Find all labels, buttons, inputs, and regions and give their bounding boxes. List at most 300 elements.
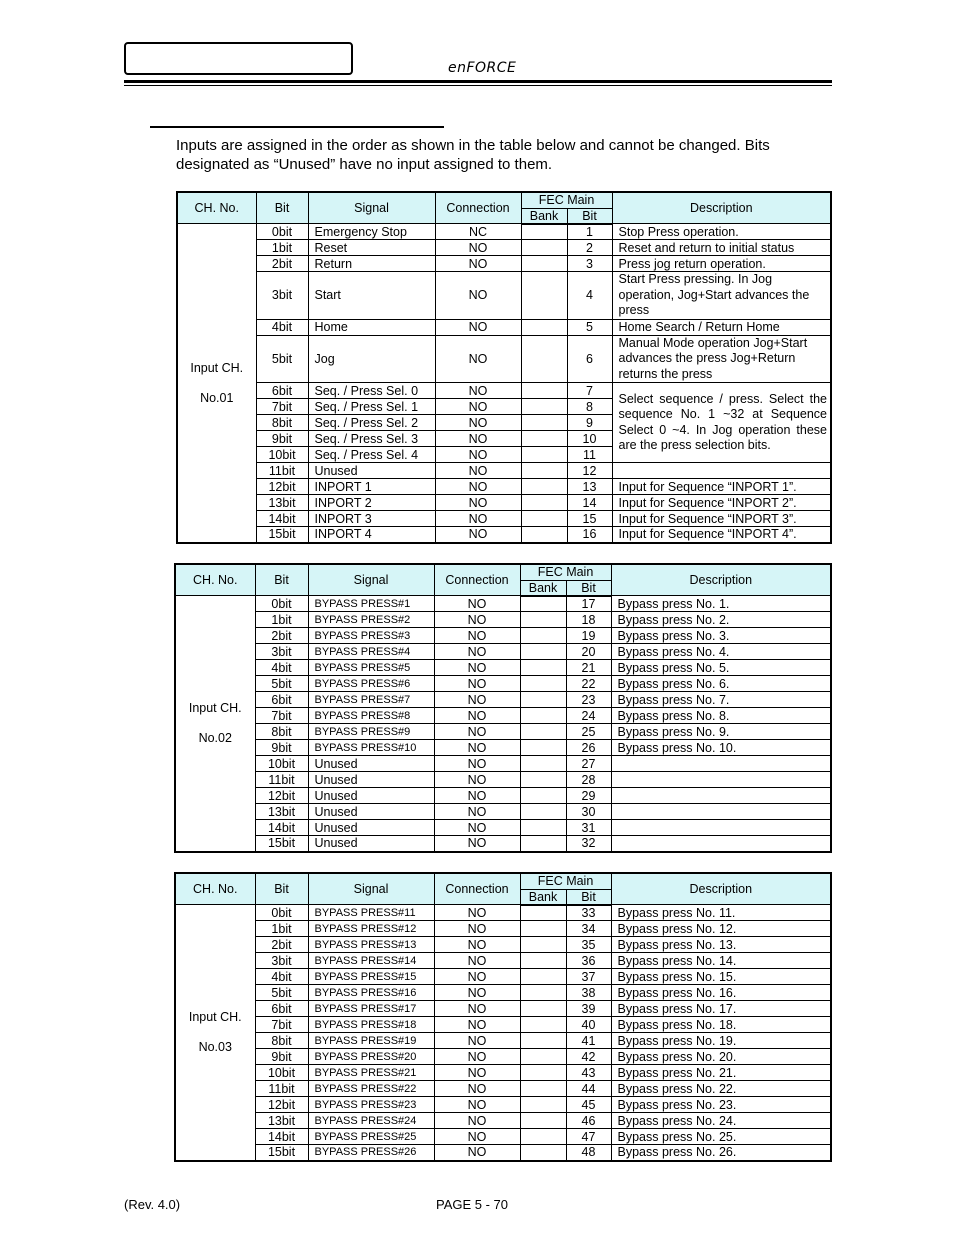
col-header-bit: Bit bbox=[255, 564, 308, 596]
description-cell: Bypass press No. 19. bbox=[611, 1033, 831, 1049]
signal-cell: BYPASS PRESS#19 bbox=[308, 1033, 434, 1049]
col-header-description: Description bbox=[612, 192, 831, 224]
table-row bbox=[175, 921, 831, 937]
signal-cell: BYPASS PRESS#7 bbox=[308, 692, 434, 708]
signal-cell: Seq. / Press Sel. 1 bbox=[308, 399, 435, 415]
bit-cell: 2bit bbox=[255, 937, 308, 953]
description-cell bbox=[611, 772, 831, 788]
description-cell: Bypass press No. 26. bbox=[611, 1145, 831, 1161]
signal-cell: BYPASS PRESS#24 bbox=[308, 1113, 434, 1129]
description-cell: Bypass press No. 20. bbox=[611, 1049, 831, 1065]
signal-cell: BYPASS PRESS#17 bbox=[308, 1001, 434, 1017]
table-row bbox=[177, 495, 831, 511]
bit-cell: 8bit bbox=[256, 415, 308, 431]
description-cell: Bypass press No. 2. bbox=[611, 612, 831, 628]
fec-bit-cell: 6 bbox=[567, 335, 612, 383]
signal-cell: Home bbox=[308, 319, 435, 335]
bank-cell bbox=[520, 905, 566, 921]
channel-number: No.03 bbox=[198, 1040, 232, 1055]
signal-cell: Seq. / Press Sel. 3 bbox=[308, 431, 435, 447]
table-row bbox=[175, 1017, 831, 1033]
table-row bbox=[175, 708, 831, 724]
description-cell: Bypass press No. 9. bbox=[611, 724, 831, 740]
bit-cell: 7bit bbox=[256, 399, 308, 415]
connection-cell: NO bbox=[435, 319, 521, 335]
bank-cell bbox=[521, 240, 567, 256]
signal-cell: BYPASS PRESS#5 bbox=[308, 660, 434, 676]
description-cell: Bypass press No. 16. bbox=[611, 985, 831, 1001]
description-cell: Reset and return to initial status bbox=[612, 240, 831, 256]
input-table-ch01 bbox=[176, 191, 832, 544]
bit-cell: 3bit bbox=[256, 272, 308, 320]
col-header-ch: CH. No. bbox=[175, 873, 255, 905]
bank-cell bbox=[521, 431, 567, 447]
connection-cell: NO bbox=[434, 1081, 520, 1097]
fec-bit-cell: 41 bbox=[566, 1033, 611, 1049]
col-header-bank: Bank bbox=[521, 208, 567, 224]
bit-cell: 5bit bbox=[256, 335, 308, 383]
table-row bbox=[177, 383, 831, 399]
table-row bbox=[175, 612, 831, 628]
fec-bit-cell: 15 bbox=[567, 511, 612, 527]
connection-cell: NO bbox=[434, 1097, 520, 1113]
bit-cell: 10bit bbox=[255, 756, 308, 772]
bit-cell: 1bit bbox=[255, 612, 308, 628]
bit-cell: 4bit bbox=[255, 969, 308, 985]
connection-cell: NO bbox=[434, 676, 520, 692]
bit-cell: 9bit bbox=[255, 740, 308, 756]
bit-cell: 3bit bbox=[255, 644, 308, 660]
fec-bit-cell: 2 bbox=[567, 240, 612, 256]
signal-cell: BYPASS PRESS#23 bbox=[308, 1097, 434, 1113]
bit-cell: 12bit bbox=[256, 479, 308, 495]
bit-cell: 14bit bbox=[256, 511, 308, 527]
connection-cell: NO bbox=[434, 1113, 520, 1129]
fec-bit-cell: 14 bbox=[567, 495, 612, 511]
bank-cell bbox=[520, 836, 566, 852]
table-row bbox=[175, 969, 831, 985]
table-row bbox=[175, 644, 831, 660]
col-header-ch: CH. No. bbox=[175, 564, 255, 596]
fec-bit-cell: 18 bbox=[566, 612, 611, 628]
connection-cell: NO bbox=[434, 937, 520, 953]
bit-cell: 7bit bbox=[255, 708, 308, 724]
fec-bit-cell: 46 bbox=[566, 1113, 611, 1129]
connection-cell: NO bbox=[435, 383, 521, 399]
input-table-ch03 bbox=[174, 872, 832, 1162]
signal-cell: Return bbox=[308, 256, 435, 272]
bit-cell: 11bit bbox=[255, 1081, 308, 1097]
connection-cell: NO bbox=[434, 1129, 520, 1145]
bank-cell bbox=[520, 612, 566, 628]
bank-cell bbox=[520, 1097, 566, 1113]
fec-bit-cell: 25 bbox=[566, 724, 611, 740]
fec-bit-cell: 7 bbox=[567, 383, 612, 399]
bit-cell: 10bit bbox=[255, 1065, 308, 1081]
description-cell: Bypass press No. 14. bbox=[611, 953, 831, 969]
signal-cell: Reset bbox=[308, 240, 435, 256]
table-row bbox=[175, 1049, 831, 1065]
header-rule bbox=[124, 80, 832, 83]
signal-cell: Unused bbox=[308, 804, 434, 820]
channel-label: Input CH. bbox=[190, 360, 244, 375]
table-row bbox=[175, 596, 831, 612]
connection-cell: NO bbox=[434, 740, 520, 756]
fec-bit-cell: 40 bbox=[566, 1017, 611, 1033]
bank-cell bbox=[520, 953, 566, 969]
bit-cell: 5bit bbox=[255, 676, 308, 692]
connection-cell: NO bbox=[434, 969, 520, 985]
description-cell: Bypass press No. 23. bbox=[611, 1097, 831, 1113]
bank-cell bbox=[521, 224, 567, 240]
description-cell-merged: Select sequence / press. Select the sequence No. 1 ~32 at Sequence Select 0 ~4. In Jog operation these are the press selection bits. bbox=[612, 383, 831, 463]
col-header-fec-bit: Bit bbox=[566, 889, 611, 905]
connection-cell: NO bbox=[434, 1033, 520, 1049]
col-header-fec-main: FEC Main bbox=[520, 564, 611, 580]
fec-bit-cell: 10 bbox=[567, 431, 612, 447]
bit-cell: 13bit bbox=[255, 1113, 308, 1129]
col-header-bit: Bit bbox=[256, 192, 308, 224]
signal-cell: Jog bbox=[308, 335, 435, 383]
bank-cell bbox=[521, 335, 567, 383]
bank-cell bbox=[521, 272, 567, 320]
connection-cell: NO bbox=[434, 628, 520, 644]
connection-cell: NO bbox=[435, 399, 521, 415]
col-header-bank: Bank bbox=[520, 889, 566, 905]
fec-bit-cell: 4 bbox=[567, 272, 612, 320]
signal-cell: Seq. / Press Sel. 0 bbox=[308, 383, 435, 399]
bank-cell bbox=[520, 676, 566, 692]
bank-cell bbox=[520, 644, 566, 660]
bank-cell bbox=[520, 596, 566, 612]
table-row bbox=[177, 272, 831, 320]
channel-label: Input CH. bbox=[188, 701, 242, 716]
bank-cell bbox=[520, 969, 566, 985]
signal-cell: Seq. / Press Sel. 4 bbox=[308, 447, 435, 463]
bit-cell: 14bit bbox=[255, 820, 308, 836]
signal-cell: INPORT 2 bbox=[308, 495, 435, 511]
bank-cell bbox=[520, 937, 566, 953]
fec-bit-cell: 17 bbox=[566, 596, 611, 612]
connection-cell: NO bbox=[434, 1145, 520, 1161]
channel-cell bbox=[175, 596, 255, 852]
table-row bbox=[177, 527, 831, 543]
fec-bit-cell: 3 bbox=[567, 256, 612, 272]
bank-cell bbox=[521, 447, 567, 463]
bit-cell: 7bit bbox=[255, 1017, 308, 1033]
col-header-signal: Signal bbox=[308, 192, 435, 224]
bank-cell bbox=[520, 708, 566, 724]
signal-cell: BYPASS PRESS#1 bbox=[308, 596, 434, 612]
intro-paragraph: Inputs are assigned in the order as shown in the table below and cannot be changed. Bits designated as “Unused” have no input assigned to them. bbox=[176, 137, 770, 173]
connection-cell: NO bbox=[434, 953, 520, 969]
table-row bbox=[175, 1065, 831, 1081]
bit-cell: 10bit bbox=[256, 447, 308, 463]
fec-bit-cell: 43 bbox=[566, 1065, 611, 1081]
fec-bit-cell: 36 bbox=[566, 953, 611, 969]
connection-cell: NO bbox=[435, 256, 521, 272]
col-header-bit: Bit bbox=[255, 873, 308, 905]
bank-cell bbox=[520, 628, 566, 644]
fec-bit-cell: 22 bbox=[566, 676, 611, 692]
connection-cell: NO bbox=[434, 724, 520, 740]
description-cell: Bypass press No. 13. bbox=[611, 937, 831, 953]
table-row bbox=[175, 724, 831, 740]
bit-cell: 2bit bbox=[256, 256, 308, 272]
col-header-description: Description bbox=[611, 564, 831, 596]
bank-cell bbox=[520, 1081, 566, 1097]
fec-bit-cell: 38 bbox=[566, 985, 611, 1001]
bit-cell: 15bit bbox=[255, 836, 308, 852]
fec-bit-cell: 24 bbox=[566, 708, 611, 724]
bit-cell: 0bit bbox=[255, 596, 308, 612]
bit-cell: 11bit bbox=[255, 772, 308, 788]
signal-cell: BYPASS PRESS#12 bbox=[308, 921, 434, 937]
description-cell bbox=[611, 756, 831, 772]
col-header-fec-bit: Bit bbox=[566, 580, 611, 596]
bank-cell bbox=[520, 985, 566, 1001]
bit-cell: 1bit bbox=[256, 240, 308, 256]
bit-cell: 6bit bbox=[255, 692, 308, 708]
col-header-bank: Bank bbox=[520, 580, 566, 596]
description-cell: Input for Sequence “INPORT 2”. bbox=[612, 495, 831, 511]
bank-cell bbox=[520, 1049, 566, 1065]
signal-cell: BYPASS PRESS#4 bbox=[308, 644, 434, 660]
table-row bbox=[175, 1001, 831, 1017]
bank-cell bbox=[521, 527, 567, 543]
signal-cell: BYPASS PRESS#21 bbox=[308, 1065, 434, 1081]
bank-cell bbox=[520, 772, 566, 788]
description-cell: Bypass press No. 6. bbox=[611, 676, 831, 692]
bit-cell: 15bit bbox=[256, 527, 308, 543]
fec-bit-cell: 26 bbox=[566, 740, 611, 756]
signal-cell: Emergency Stop bbox=[308, 224, 435, 240]
connection-cell: NO bbox=[434, 644, 520, 660]
table-row bbox=[177, 319, 831, 335]
bit-cell: 8bit bbox=[255, 724, 308, 740]
table-row bbox=[175, 692, 831, 708]
channel-cell bbox=[177, 224, 256, 543]
col-header-description: Description bbox=[611, 873, 831, 905]
fec-bit-cell: 27 bbox=[566, 756, 611, 772]
col-header-ch: CH. No. bbox=[177, 192, 256, 224]
bank-cell bbox=[521, 511, 567, 527]
table-row bbox=[175, 772, 831, 788]
signal-cell: Unused bbox=[308, 756, 434, 772]
footer-revision: (Rev. 4.0) bbox=[124, 1197, 181, 1212]
bit-cell: 2bit bbox=[255, 628, 308, 644]
description-cell: Bypass press No. 4. bbox=[611, 644, 831, 660]
signal-cell: Unused bbox=[308, 836, 434, 852]
bank-cell bbox=[520, 692, 566, 708]
col-header-signal: Signal bbox=[308, 564, 434, 596]
fec-bit-cell: 30 bbox=[566, 804, 611, 820]
description-cell: Input for Sequence “INPORT 3”. bbox=[612, 511, 831, 527]
fec-bit-cell: 32 bbox=[566, 836, 611, 852]
bank-cell bbox=[520, 804, 566, 820]
signal-cell: BYPASS PRESS#3 bbox=[308, 628, 434, 644]
description-cell: Bypass press No. 11. bbox=[611, 905, 831, 921]
signal-cell: Seq. / Press Sel. 2 bbox=[308, 415, 435, 431]
table-row bbox=[175, 756, 831, 772]
description-cell: Bypass press No. 3. bbox=[611, 628, 831, 644]
signal-cell: INPORT 3 bbox=[308, 511, 435, 527]
signal-cell: BYPASS PRESS#22 bbox=[308, 1081, 434, 1097]
bank-cell bbox=[521, 319, 567, 335]
description-cell: Bypass press No. 1. bbox=[611, 596, 831, 612]
description-cell: Manual Mode operation Jog+Start advances the press Jog+Return returns the press bbox=[612, 335, 831, 383]
connection-cell: NO bbox=[434, 708, 520, 724]
table-row bbox=[175, 820, 831, 836]
fec-bit-cell: 29 bbox=[566, 788, 611, 804]
header-box bbox=[124, 42, 353, 75]
table-row bbox=[177, 463, 831, 479]
bank-cell bbox=[520, 660, 566, 676]
table-row bbox=[175, 905, 831, 921]
table-row bbox=[175, 836, 831, 852]
bit-cell: 3bit bbox=[255, 953, 308, 969]
fec-bit-cell: 9 bbox=[567, 415, 612, 431]
connection-cell: NO bbox=[434, 836, 520, 852]
col-header-signal: Signal bbox=[308, 873, 434, 905]
fec-bit-cell: 1 bbox=[567, 224, 612, 240]
col-header-connection: Connection bbox=[435, 192, 521, 224]
bit-cell: 6bit bbox=[256, 383, 308, 399]
table-row bbox=[177, 240, 831, 256]
connection-cell: NO bbox=[434, 660, 520, 676]
fec-bit-cell: 13 bbox=[567, 479, 612, 495]
bit-cell: 14bit bbox=[255, 1129, 308, 1145]
table-row bbox=[175, 985, 831, 1001]
bank-cell bbox=[520, 1065, 566, 1081]
description-cell bbox=[611, 836, 831, 852]
fec-bit-cell: 44 bbox=[566, 1081, 611, 1097]
enforce-logo: enFORCE bbox=[448, 60, 517, 76]
connection-cell: NO bbox=[434, 692, 520, 708]
description-cell: Home Search / Return Home bbox=[612, 319, 831, 335]
connection-cell: NO bbox=[434, 1017, 520, 1033]
bank-cell bbox=[520, 820, 566, 836]
table-row bbox=[177, 256, 831, 272]
bit-cell: 9bit bbox=[256, 431, 308, 447]
fec-bit-cell: 35 bbox=[566, 937, 611, 953]
signal-cell: BYPASS PRESS#16 bbox=[308, 985, 434, 1001]
table-row bbox=[175, 740, 831, 756]
bank-cell bbox=[521, 479, 567, 495]
bit-cell: 0bit bbox=[255, 905, 308, 921]
connection-cell: NO bbox=[435, 479, 521, 495]
fec-bit-cell: 23 bbox=[566, 692, 611, 708]
fec-bit-cell: 31 bbox=[566, 820, 611, 836]
table-row bbox=[177, 511, 831, 527]
fec-bit-cell: 11 bbox=[567, 447, 612, 463]
signal-cell: INPORT 1 bbox=[308, 479, 435, 495]
table-row bbox=[175, 953, 831, 969]
table-row bbox=[175, 1097, 831, 1113]
bank-cell bbox=[520, 1001, 566, 1017]
bit-cell: 12bit bbox=[255, 1097, 308, 1113]
description-cell bbox=[612, 463, 831, 479]
connection-cell: NO bbox=[434, 756, 520, 772]
col-header-connection: Connection bbox=[434, 564, 520, 596]
bit-cell: 4bit bbox=[255, 660, 308, 676]
signal-cell: BYPASS PRESS#2 bbox=[308, 612, 434, 628]
table-row bbox=[175, 676, 831, 692]
fec-bit-cell: 42 bbox=[566, 1049, 611, 1065]
connection-cell: NO bbox=[435, 335, 521, 383]
description-cell: Bypass press No. 8. bbox=[611, 708, 831, 724]
connection-cell: NO bbox=[435, 431, 521, 447]
fec-bit-cell: 21 bbox=[566, 660, 611, 676]
description-cell: Bypass press No. 18. bbox=[611, 1017, 831, 1033]
signal-cell: Unused bbox=[308, 820, 434, 836]
description-cell: Press jog return operation. bbox=[612, 256, 831, 272]
connection-cell: NO bbox=[435, 272, 521, 320]
fec-bit-cell: 37 bbox=[566, 969, 611, 985]
table-row bbox=[177, 335, 831, 383]
description-cell: Bypass press No. 7. bbox=[611, 692, 831, 708]
table-row bbox=[177, 224, 831, 240]
channel-number: No.01 bbox=[200, 390, 234, 405]
connection-cell: NO bbox=[434, 820, 520, 836]
channel-label: Input CH. bbox=[188, 1010, 242, 1025]
description-cell bbox=[611, 804, 831, 820]
bank-cell bbox=[521, 399, 567, 415]
signal-cell: BYPASS PRESS#18 bbox=[308, 1017, 434, 1033]
bit-cell: 13bit bbox=[256, 495, 308, 511]
table-row bbox=[175, 1113, 831, 1129]
description-cell: Bypass press No. 21. bbox=[611, 1065, 831, 1081]
col-header-fec-main: FEC Main bbox=[520, 873, 611, 889]
connection-cell: NO bbox=[435, 527, 521, 543]
description-cell: Bypass press No. 12. bbox=[611, 921, 831, 937]
bank-cell bbox=[520, 724, 566, 740]
connection-cell: NO bbox=[434, 612, 520, 628]
bank-cell bbox=[521, 463, 567, 479]
table-row bbox=[175, 1033, 831, 1049]
fec-bit-cell: 45 bbox=[566, 1097, 611, 1113]
connection-cell: NO bbox=[434, 788, 520, 804]
description-cell: Bypass press No. 24. bbox=[611, 1113, 831, 1129]
signal-cell: BYPASS PRESS#10 bbox=[308, 740, 434, 756]
table-row bbox=[175, 788, 831, 804]
signal-cell: INPORT 4 bbox=[308, 527, 435, 543]
channel-cell bbox=[175, 905, 255, 1161]
col-header-connection: Connection bbox=[434, 873, 520, 905]
bank-cell bbox=[521, 415, 567, 431]
table-row bbox=[175, 804, 831, 820]
channel-number: No.02 bbox=[198, 731, 232, 746]
fec-bit-cell: 12 bbox=[567, 463, 612, 479]
bit-cell: 11bit bbox=[256, 463, 308, 479]
fec-bit-cell: 16 bbox=[567, 527, 612, 543]
signal-cell: BYPASS PRESS#26 bbox=[308, 1145, 434, 1161]
connection-cell: NO bbox=[435, 463, 521, 479]
fec-bit-cell: 34 bbox=[566, 921, 611, 937]
fec-bit-cell: 48 bbox=[566, 1145, 611, 1161]
bit-cell: 5bit bbox=[255, 985, 308, 1001]
connection-cell: NO bbox=[435, 415, 521, 431]
description-cell: Input for Sequence “INPORT 4”. bbox=[612, 527, 831, 543]
description-cell: Bypass press No. 10. bbox=[611, 740, 831, 756]
bit-cell: 1bit bbox=[255, 921, 308, 937]
bank-cell bbox=[520, 740, 566, 756]
signal-cell: BYPASS PRESS#11 bbox=[308, 905, 434, 921]
description-cell: Bypass press No. 17. bbox=[611, 1001, 831, 1017]
fec-bit-cell: 5 bbox=[567, 319, 612, 335]
footer-page-number: PAGE 5 - 70 bbox=[436, 1197, 509, 1212]
signal-cell: Unused bbox=[308, 788, 434, 804]
